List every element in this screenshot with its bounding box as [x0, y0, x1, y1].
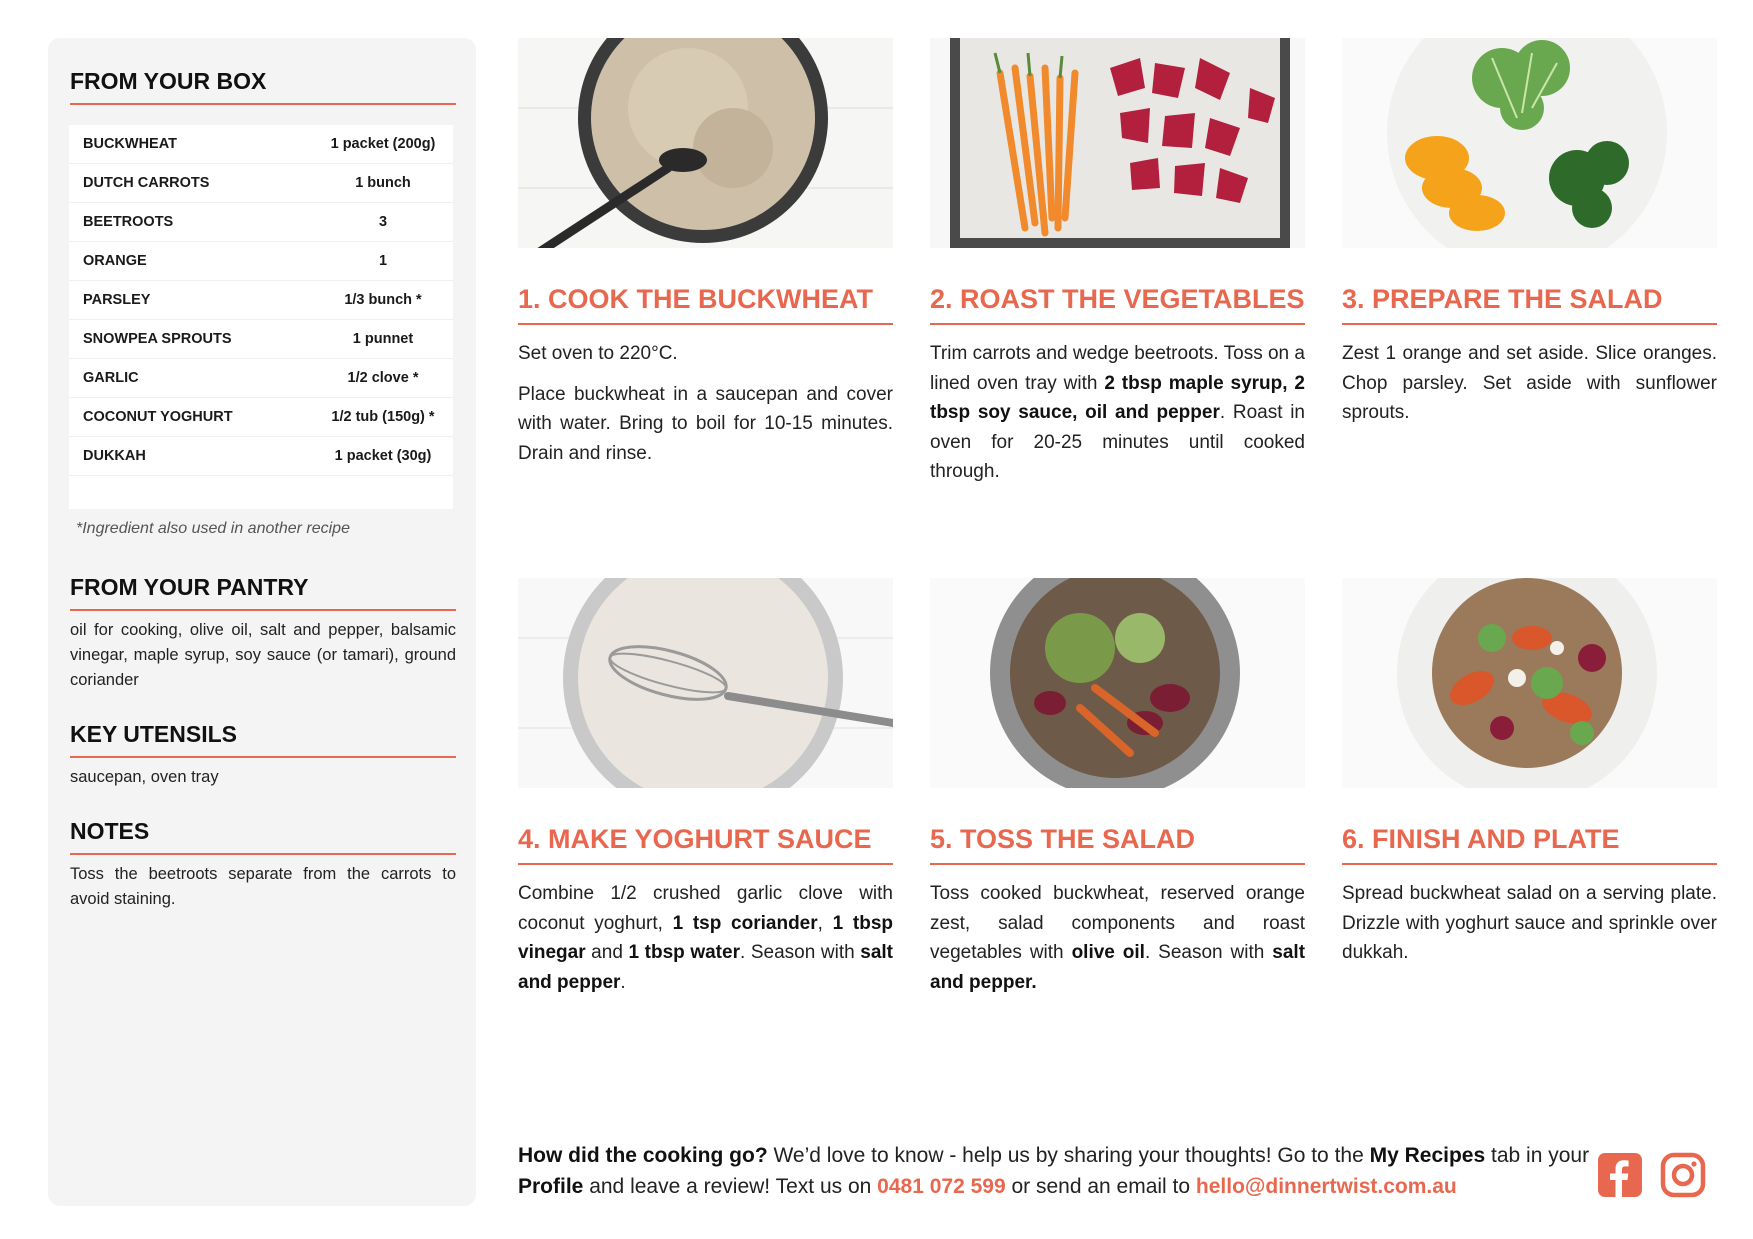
key-utensils-heading: KEY UTENSILS — [70, 721, 456, 758]
pantry-text: oil for cooking, olive oil, salt and pepper, balsamic vinegar, maple syrup, soy sauce (or tamari), ground coriander — [70, 621, 456, 689]
ingredient-qty: 1/2 clove * — [347, 370, 419, 386]
ingredient-name: BEETROOTS — [83, 214, 174, 230]
utensils-text: saucepan, oven tray — [70, 768, 219, 786]
step-5-text — [930, 879, 1305, 997]
step-6-text: Spread buckwheat salad on a serving plate. Drizzle with yoghurt sauce and sprinkle over dukkah. — [1342, 883, 1717, 963]
step-2-ingredients-bold: 2 tbsp maple syrup, 2 tbsp soy sauce, oil and pepper — [930, 372, 1305, 423]
step-4-text-part: . — [620, 971, 626, 993]
ingredient-qty: 1 punnet — [352, 331, 414, 347]
step-4-bold: 1 tbsp vinegar — [518, 912, 893, 963]
step-4-bold: salt and pepper — [518, 942, 894, 993]
step-1-text-2: Place buckwheat in a saucepan and cover with water. Bring to boil for 10-15 minutes. Drain and rinse. — [518, 383, 893, 464]
roast-vegetables-photo — [930, 38, 1305, 248]
notes-heading: NOTES — [70, 818, 456, 855]
ingredient-row — [69, 320, 453, 359]
salad-prep-photo — [1342, 38, 1717, 248]
facebook-icon[interactable] — [1597, 1152, 1643, 1198]
email-link[interactable]: hello@dinnertwist.com.au — [1195, 1175, 1457, 1198]
ingredient-row — [69, 437, 453, 476]
step-5-text-part: . Season with — [1144, 942, 1273, 963]
step-6-instructions — [1342, 879, 1717, 968]
step-4-bold: 1 tbsp water — [628, 942, 740, 963]
footer-text: tab in your — [1485, 1144, 1590, 1167]
step-1-text-1: Set oven to 220°C. — [518, 343, 678, 364]
step-2-title: 2. ROAST THE VEGETABLES — [930, 284, 1305, 325]
ingredient-row — [69, 125, 453, 164]
step-2-instructions — [930, 339, 1305, 487]
ingredient-row — [69, 203, 453, 242]
ingredient-footnote: *Ingredient also used in another recipe — [76, 520, 350, 537]
ingredient-qty: 1 packet (30g) — [334, 448, 432, 464]
step-2 — [930, 38, 1305, 498]
step-5-text-part: Toss cooked buckwheat, reserved orange zest, salad components and roast vegetables with — [930, 883, 1305, 963]
step-5-bold: salt and pepper. — [930, 942, 1306, 993]
ingredient-name: DUKKAH — [83, 448, 146, 464]
step-5-bold: olive oil — [1071, 942, 1145, 963]
ingredient-name: ORANGE — [83, 253, 147, 269]
step-4-text-part: Combine 1/2 crushed garlic clove with coconut yoghurt, — [518, 883, 893, 934]
ingredient-name: GARLIC — [83, 370, 139, 386]
ingredient-row — [69, 164, 453, 203]
ingredient-qty: 3 — [378, 214, 388, 230]
my-recipes-tab-label: My Recipes — [1369, 1144, 1486, 1167]
step-5-instructions — [930, 879, 1305, 997]
ingredient-qty: 1/2 tub (150g) * — [331, 409, 435, 425]
step-2-text-part: Trim carrots and wedge beetroots. Toss on a lined oven tray with — [930, 343, 1305, 394]
ingredient-row — [69, 281, 453, 320]
step-2-text — [930, 339, 1305, 487]
footer-text: or send an email to — [1005, 1175, 1196, 1198]
step-4-text-part: , — [817, 912, 833, 934]
step-5-title: 5. TOSS THE SALAD — [930, 824, 1305, 865]
step-3-title: 3. PREPARE THE SALAD — [1342, 284, 1717, 325]
review-question: How did the cooking go? — [518, 1144, 768, 1167]
step-4-bold: 1 tsp coriander — [672, 912, 818, 934]
ingredient-qty: 1 bunch — [355, 175, 411, 191]
step-4-text-part: and — [585, 942, 629, 963]
ingredient-name: PARSLEY — [83, 292, 151, 308]
phone-number-link[interactable]: 0481 072 599 — [877, 1175, 1006, 1198]
plated-salad-photo — [1342, 578, 1717, 788]
step-3-instructions — [1342, 339, 1717, 428]
step-6-title: 6. FINISH AND PLATE — [1342, 824, 1717, 865]
step-1-title: 1. COOK THE BUCKWHEAT — [518, 284, 893, 325]
step-4-text — [518, 879, 893, 997]
step-4-title: 4. MAKE YOGHURT SAUCE — [518, 824, 893, 865]
ingredient-name: DUTCH CARROTS — [83, 175, 210, 191]
from-your-pantry-heading: FROM YOUR PANTRY — [70, 574, 456, 611]
step-4-text-part: . Season with — [739, 942, 861, 963]
yoghurt-sauce-photo — [518, 578, 893, 788]
footer-text: We’d love to know - help us by sharing your thoughts! Go to the — [767, 1144, 1370, 1167]
step-4-instructions — [518, 879, 893, 997]
step-2-text-part: . Roast in oven for 20-25 minutes until cooked through. — [930, 402, 1305, 482]
toss-salad-photo — [930, 578, 1305, 788]
review-prompt — [518, 1140, 1598, 1202]
ingredient-row — [69, 242, 453, 281]
ingredient-qty: 1 — [378, 253, 388, 269]
ingredient-qty: 1 packet (200g) — [330, 136, 436, 152]
step-5 — [930, 578, 1305, 1008]
step-6 — [1342, 578, 1717, 979]
step-3 — [1342, 38, 1717, 439]
step-3-text: Zest 1 orange and set aside. Slice oranges. Chop parsley. Set aside with sunflower sprouts. — [1342, 343, 1717, 423]
ingredient-name: BUCKWHEAT — [83, 136, 177, 152]
ingredient-qty: 1/3 bunch * — [344, 292, 422, 308]
step-1 — [518, 38, 893, 479]
step-4 — [518, 578, 893, 1008]
ingredient-row — [69, 398, 453, 437]
footer-text: and leave a review! Text us on — [583, 1175, 878, 1198]
from-your-box-heading: FROM YOUR BOX — [70, 68, 456, 105]
step-1-instructions — [518, 339, 893, 468]
ingredient-name: COCONUT YOGHURT — [83, 409, 233, 425]
notes-text: Toss the beetroots separate from the carrots to avoid staining. — [70, 865, 456, 908]
profile-label: Profile — [518, 1175, 584, 1198]
ingredient-row — [69, 359, 453, 398]
buckwheat-pot-photo — [518, 38, 893, 248]
ingredient-name: SNOWPEA SPROUTS — [83, 331, 232, 347]
ingredients-panel — [48, 38, 476, 1206]
ingredients-table — [69, 125, 453, 509]
instagram-icon[interactable] — [1660, 1152, 1706, 1198]
